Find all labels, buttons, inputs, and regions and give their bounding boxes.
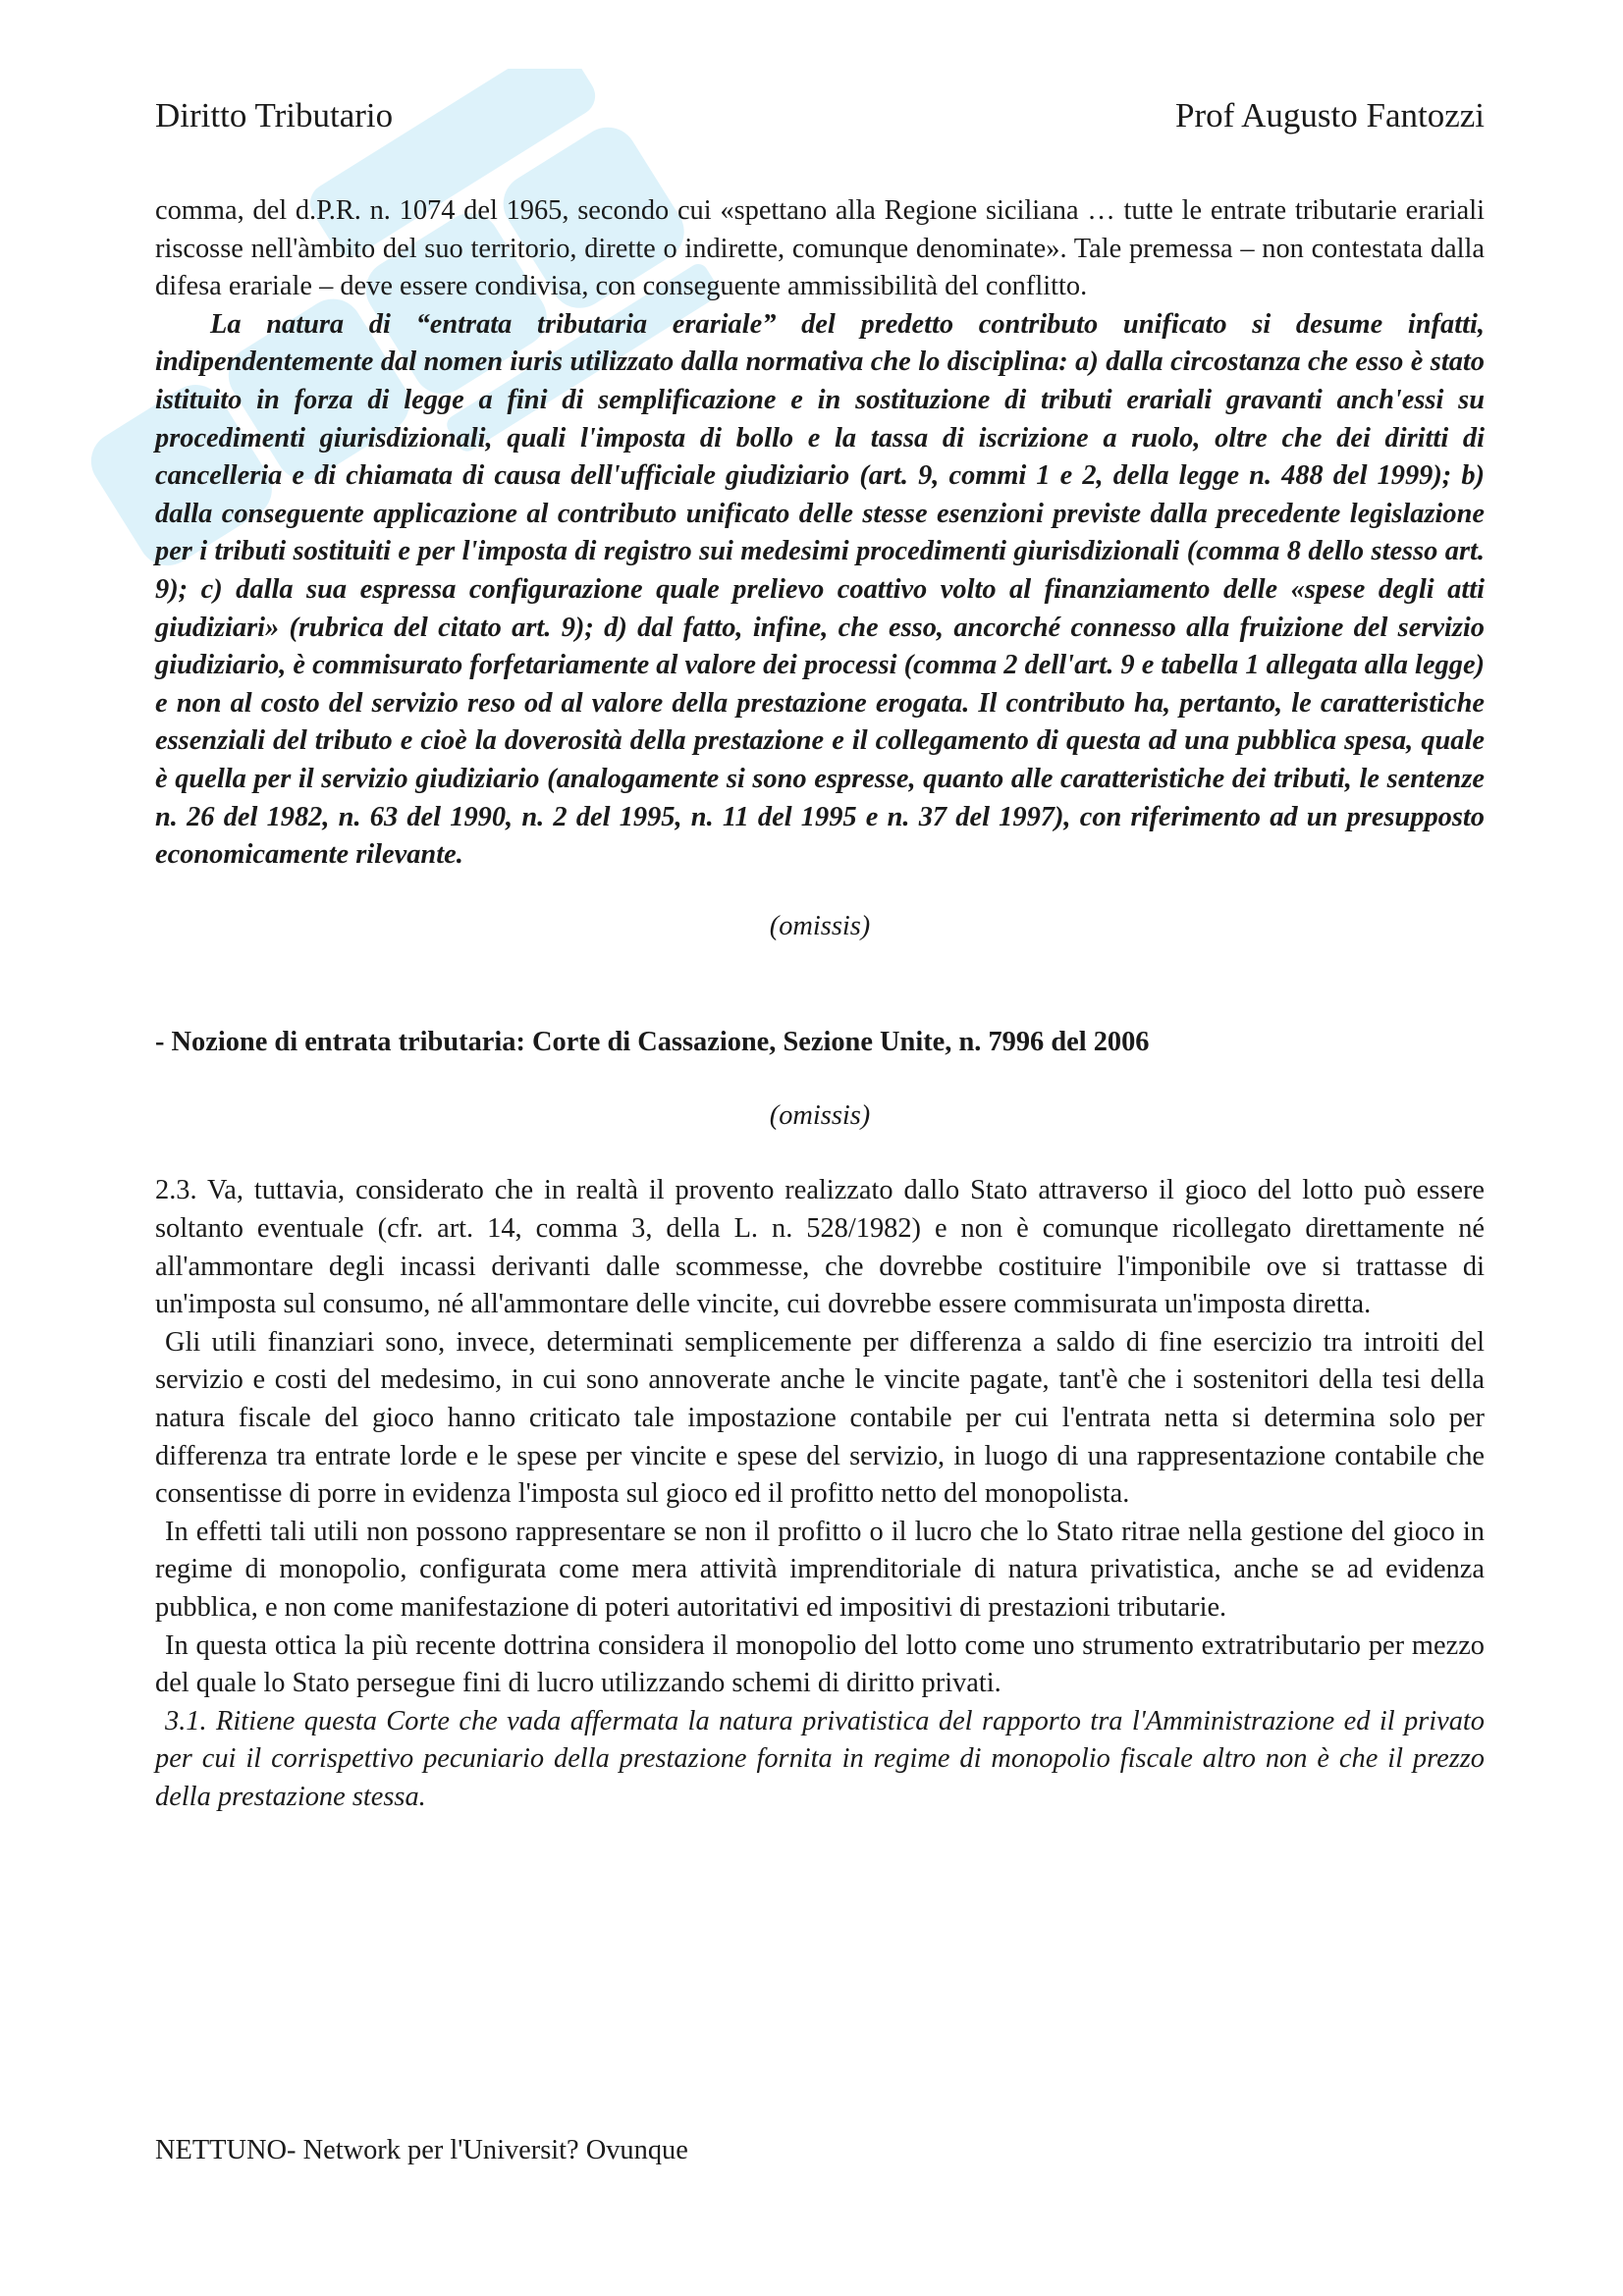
omissis-marker: (omissis) [769, 910, 871, 941]
paragraph-in-effetti: In effetti tali utili non possono rappresentare se non il profitto o il lucro che lo Stato ritrae nella gestione del gioco in regime di monopolio, configurata come mera attività imprenditoriale di natura privatistica, anche se ad evidenza pubblica, e non come manifestazione di poteri autoritativi ed impositivi di prestazioni tributarie. [155, 1516, 1485, 1623]
section-heading: - Nozione di entrata tributaria: Corte di Cassazione, Sezione Unite, n. 7996 del 2006 [155, 1027, 1150, 1058]
paragraph-dottrina: In questa ottica la più recente dottrina considera il monopolio del lotto come uno strumento extratributario per mezzo del quale lo Stato persegue fini di lucro utilizzando schemi di diritto privati. [155, 1629, 1485, 1699]
paragraph-intro: comma, del d.P.R. n. 1074 del 1965, secondo cui «spettano alla Regione siciliana … tutte le entrate tributarie erariali riscosse nell'àmbito del suo territorio, dirette o indirette, comunque denominate». Tale premessa – non contestata dalla difesa erariale – deve essere condivisa, con conseguente ammissibilità del conflitto. [155, 195, 1485, 302]
header-course-title: Diritto Tributario [155, 96, 394, 134]
page-header [155, 94, 1485, 137]
document-body [155, 192, 1485, 1817]
header-professor: Prof Augusto Fantozzi [1175, 96, 1485, 134]
paragraph-utili-finanziari: Gli utili finanziari sono, invece, determinati semplicemente per differenza a saldo di fine esercizio tra introiti del servizio e costi del medesimo, in cui sono annoverate anche le vincite pagate, tant'è che i sostenitori della tesi della natura fiscale del gioco hanno criticato tale impostazione contabile per cui l'entrata netta si determina solo per differenza tra entrate lorde e le spese per vincite e spese del servizio, in luogo di una rappresentazione contabile che consentisse di porre in evidenza l'imposta sul gioco ed il profitto netto del monopolista. [155, 1326, 1485, 1510]
paragraph-contributo-unificato: La natura di “entrata tributaria erariale” del predetto contributo unificato si desume infatti, indipendentemente dal nomen iuris utilizzato dalla normativa che lo disciplina: a) dalla circostanza che esso è stato istituito in forza di legge a fini di semplificazione e in sostituzione di tributi erariali gravanti anch'essi su procedimenti giurisdizionali, quali l'imposta di bollo e la tassa di iscrizione a ruolo, oltre che dei diritti di cancelleria e di chiamata di causa dell'ufficiale giudiziario (art. 9, commi 1 e 2, della legge n. 488 del 1999); b) dalla conseguente applicazione al contributo unificato delle stesse esenzioni previste dalla precedente legislazione per i tributi sostituiti e per l'imposta di registro sui medesimi procedimenti giurisdizionali (comma 8 dello stesso art. 9); c) dalla sua espressa configurazione quale prelievo coattivo volto al finanziamento delle «spese degli atti giudiziari» (rubrica del citato art. 9); d) dal fatto, infine, che esso, ancorché connesso alla fruizione del servizio giudiziario, è commisurato forfetariamente al valore dei processi (comma 2 dell'art. 9 e tabella 1 allegata alla legge) e non al costo del servizio reso od al valore della prestazione erogata. Il contributo ha, pertanto, le caratteristiche essenziali del tributo e cioè la doverosità della prestazione e il collegamento di questa ad una pubblica spesa, quale è quella per il servizio giudiziario (analogamente si sono espresse, quanto alle caratteristiche dei tributi, le sentenze n. 26 del 1982, n. 63 del 1990, n. 2 del 1995, n. 11 del 1995 e n. 37 del 1997), con riferimento ad un presupposto economicamente rilevante. [155, 308, 1485, 871]
omissis-marker-2: (omissis) [769, 1099, 871, 1131]
paragraph-3-1: 3.1. Ritiene questa Corte che vada affermata la natura privatistica del rapporto tra l'Amministrazione ed il privato per cui il corrispettivo pecuniario della prestazione fornita in regime di monopolio fiscale altro non è che il prezzo della prestazione stessa. [155, 1705, 1485, 1812]
page-footer: NETTUNO- Network per l'Universit? Ovunque [155, 2135, 688, 2165]
paragraph-2-3: 2.3. Va, tuttavia, considerato che in realtà il provento realizzato dallo Stato attraverso il gioco del lotto può essere soltanto eventuale (cfr. art. 14, comma 3, della L. n. 528/1982) e non è comunque ricollegato direttamente né all'ammontare degli incassi derivanti dalle scommesse, che dovrebbe costituire l'imponibile ove si trattasse di un'imposta sul consumo, né all'ammontare delle vincite, cui dovrebbe essere commisurata un'imposta diretta. [155, 1175, 1485, 1320]
